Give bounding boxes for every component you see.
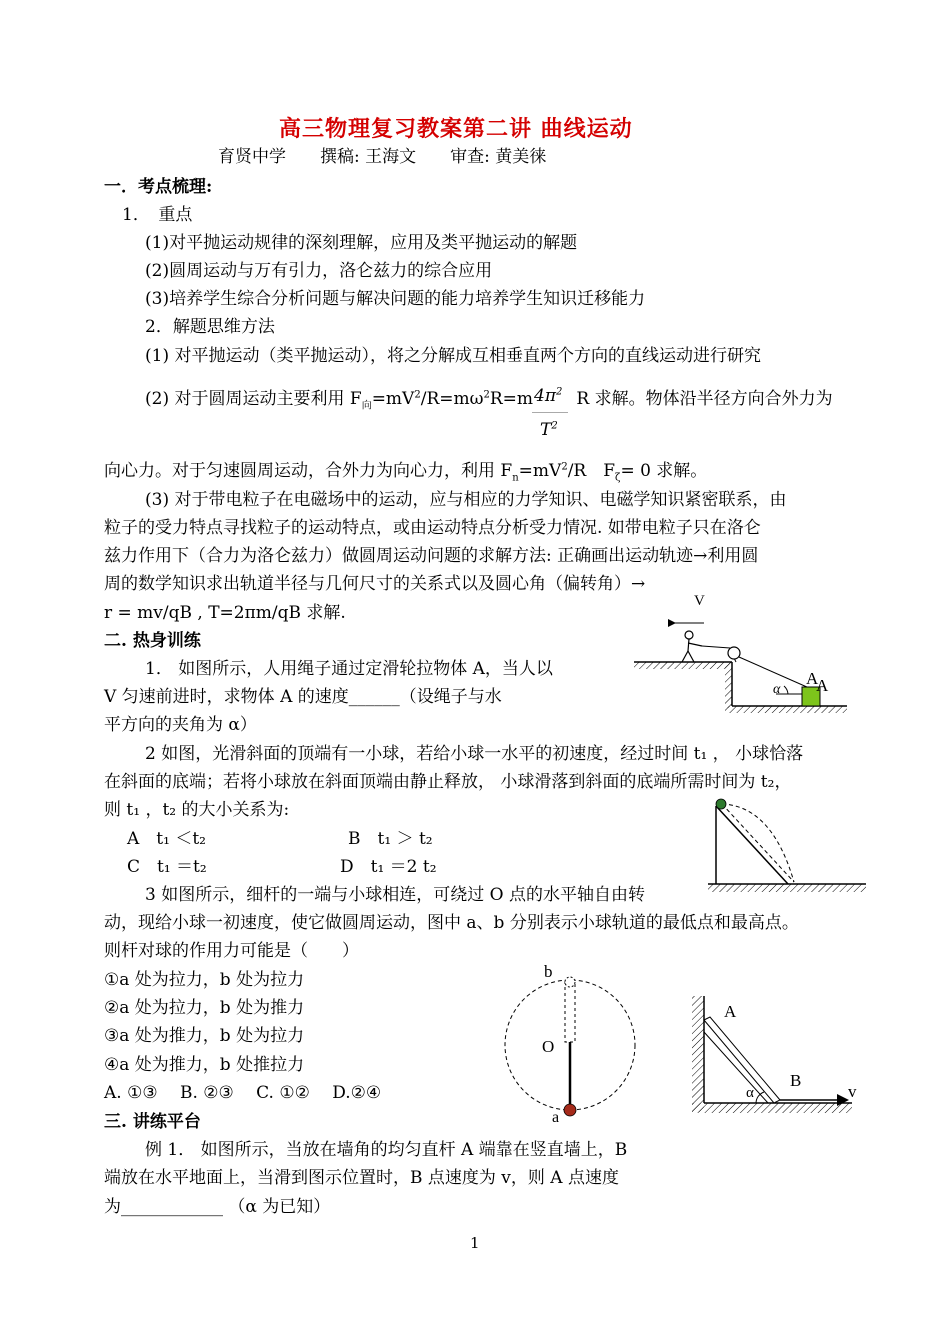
q2-option-d: D t₁ ＝2 t₂	[340, 857, 437, 877]
method-1: (1) 对平抛运动（类平抛运动），将之分解成互相垂直两个方向的直线运动进行研究	[145, 346, 761, 366]
fraction-bar	[532, 412, 568, 413]
example1-line-2: 端放在水平地面上，当滑到图示位置时，B 点速度为 v，则 A 点速度	[104, 1168, 619, 1188]
point-2: (2)圆周运动与万有引力，洛仑兹力的综合应用	[145, 261, 493, 281]
ground	[708, 884, 866, 892]
example1-line-1: 例 1． 如图所示，当放在墙角的均匀直杆 A 端靠在竖直墙上，B	[145, 1140, 628, 1160]
ball-icon	[716, 799, 726, 809]
method-3-line-3: 兹力作用下（合力为洛仑兹力）做圆周运动问题的求解方法: 正确画出运动轨迹→利用圆	[104, 546, 759, 566]
q2-line-2: 在斜面的底端；若将小球放在斜面顶端由静止释放， 小球滑落到斜面的底端所需时间为 t₂，	[104, 772, 792, 792]
method-2: (2) 对于圆周运动主要利用 $F_向=mV^2/R=m\omega^2R=m$ R 求解。物体沿半径方向合外力为	[145, 389, 833, 412]
label-a-shadow: A	[816, 676, 829, 695]
q2-option-c: C t₁ ＝t₂	[127, 857, 207, 877]
q3-item-2: ②a 处为拉力，b 处为推力	[104, 998, 305, 1018]
fraction-denominator: $T^2$	[540, 420, 558, 440]
q2-option-a: A t₁ ＜t₂	[127, 829, 206, 849]
label-alpha: α	[746, 1085, 754, 1101]
figure-incline	[702, 796, 872, 901]
wall	[692, 996, 704, 1112]
method-3-line-5: r = mv/qB , T=2πm/qB 求解.	[104, 603, 346, 623]
q1-line-2: V 匀速前进时，求物体 A 的速度______（设绳子与水	[104, 687, 502, 707]
q2-option-b: B t₁ ＞ t₂	[348, 829, 433, 849]
figure-circle-rod	[498, 960, 648, 1125]
figure-rod-wall	[686, 990, 866, 1120]
q3-line-2: 动，现给小球一初速度，使它做圆周运动，图中 a、b 分别表示小球轨道的最低点和最高点。	[104, 913, 799, 933]
person-icon	[682, 631, 702, 662]
label-a: A	[806, 669, 819, 688]
label-b: B	[790, 1071, 802, 1090]
method-3-line-2: 粒子的受力特点寻找粒子的运动特点，或由运动特点分析受力情况. 如带电粒子只在洛仑	[104, 518, 761, 538]
label-o: O	[542, 1037, 555, 1056]
section1-sub2: 2．解题思维方法	[145, 317, 275, 337]
slide-path	[722, 804, 794, 882]
incline-slope	[716, 806, 788, 884]
label-a: A	[724, 1002, 737, 1021]
method-3-line-1: (3) 对于带电粒子在电磁场中的运动，应与相应的力学知识、电磁学知识紧密联系，由	[145, 490, 787, 510]
method-2-continued: 向心力。对于匀速圆周运动，合外力为向心力，利用 $F_n=mV^2/R$ $F_\zeta= 0$ 求解。	[104, 461, 708, 484]
section1-sub1: 1． 重点	[122, 205, 193, 225]
q2-line-1: 2 如图，光滑斜面的顶端有一小球，若给小球一水平的初速度，经过时间 t₁ ， 小球恰落	[145, 744, 804, 764]
q3-item-4: ④a 处为推力，b 处推拉力	[104, 1055, 305, 1075]
ball-icon	[564, 1104, 576, 1116]
upper-ground	[634, 662, 732, 669]
section3-heading: 三. 讲练平台	[104, 1112, 201, 1132]
q3-item-1: ①a 处为拉力，b 处为拉力	[104, 970, 305, 990]
byline: 育贤中学 撰稿: 王海文 审查: 黄美徕	[218, 147, 547, 167]
q1-line-3: 平方向的夹角为 α）	[104, 715, 257, 735]
method-3-line-4: 周的数学知识求出轨道半径与几何尺寸的关系式以及圆心角（偏转角）→	[104, 574, 646, 594]
q3-line-3: 则杆对球的作用力可能是（ ）	[104, 941, 359, 961]
rod	[704, 1017, 780, 1103]
section2-heading: 二. 热身训练	[104, 631, 201, 651]
pulley-icon	[728, 647, 740, 659]
figure-pulley	[626, 590, 856, 720]
section1-heading: 一．考点梳理:	[104, 177, 213, 197]
point-1: (1)对平抛运动规律的深刻理解，应用及类平抛运动的解题	[145, 233, 578, 253]
rod-top-dashed	[565, 982, 575, 1042]
label-v: V	[694, 593, 705, 609]
q3-answers: A. ①③ B. ②③ C. ①② D.②④	[104, 1083, 382, 1103]
page-number: 1	[470, 1234, 480, 1252]
page-title: 高三物理复习教案第二讲 曲线运动	[279, 116, 633, 142]
q3-item-3: ③a 处为推力，b 处为拉力	[104, 1026, 305, 1046]
example1-line-3: 为____________ （α 为已知）	[104, 1197, 331, 1217]
fraction-numerator: $4\pi^2$	[534, 386, 563, 406]
q1-line-1: 1． 如图所示，人用绳子通过定滑轮拉物体 A，当人以	[145, 659, 553, 679]
label-v: v	[848, 1082, 857, 1101]
q3-line-1: 3 如图所示，细杆的一端与小球相连，可绕过 O 点的水平轴自由转	[145, 885, 645, 905]
label-a: a	[552, 1109, 560, 1126]
point-3: (3)培养学生综合分析问题与解决问题的能力培养学生知识迁移能力	[145, 289, 646, 309]
label-alpha: α	[773, 682, 781, 697]
lower-ground	[725, 706, 847, 713]
label-b: b	[544, 962, 553, 981]
q2-line-3: 则 t₁ ，t₂ 的大小关系为:	[104, 800, 290, 820]
floor	[692, 1103, 852, 1113]
